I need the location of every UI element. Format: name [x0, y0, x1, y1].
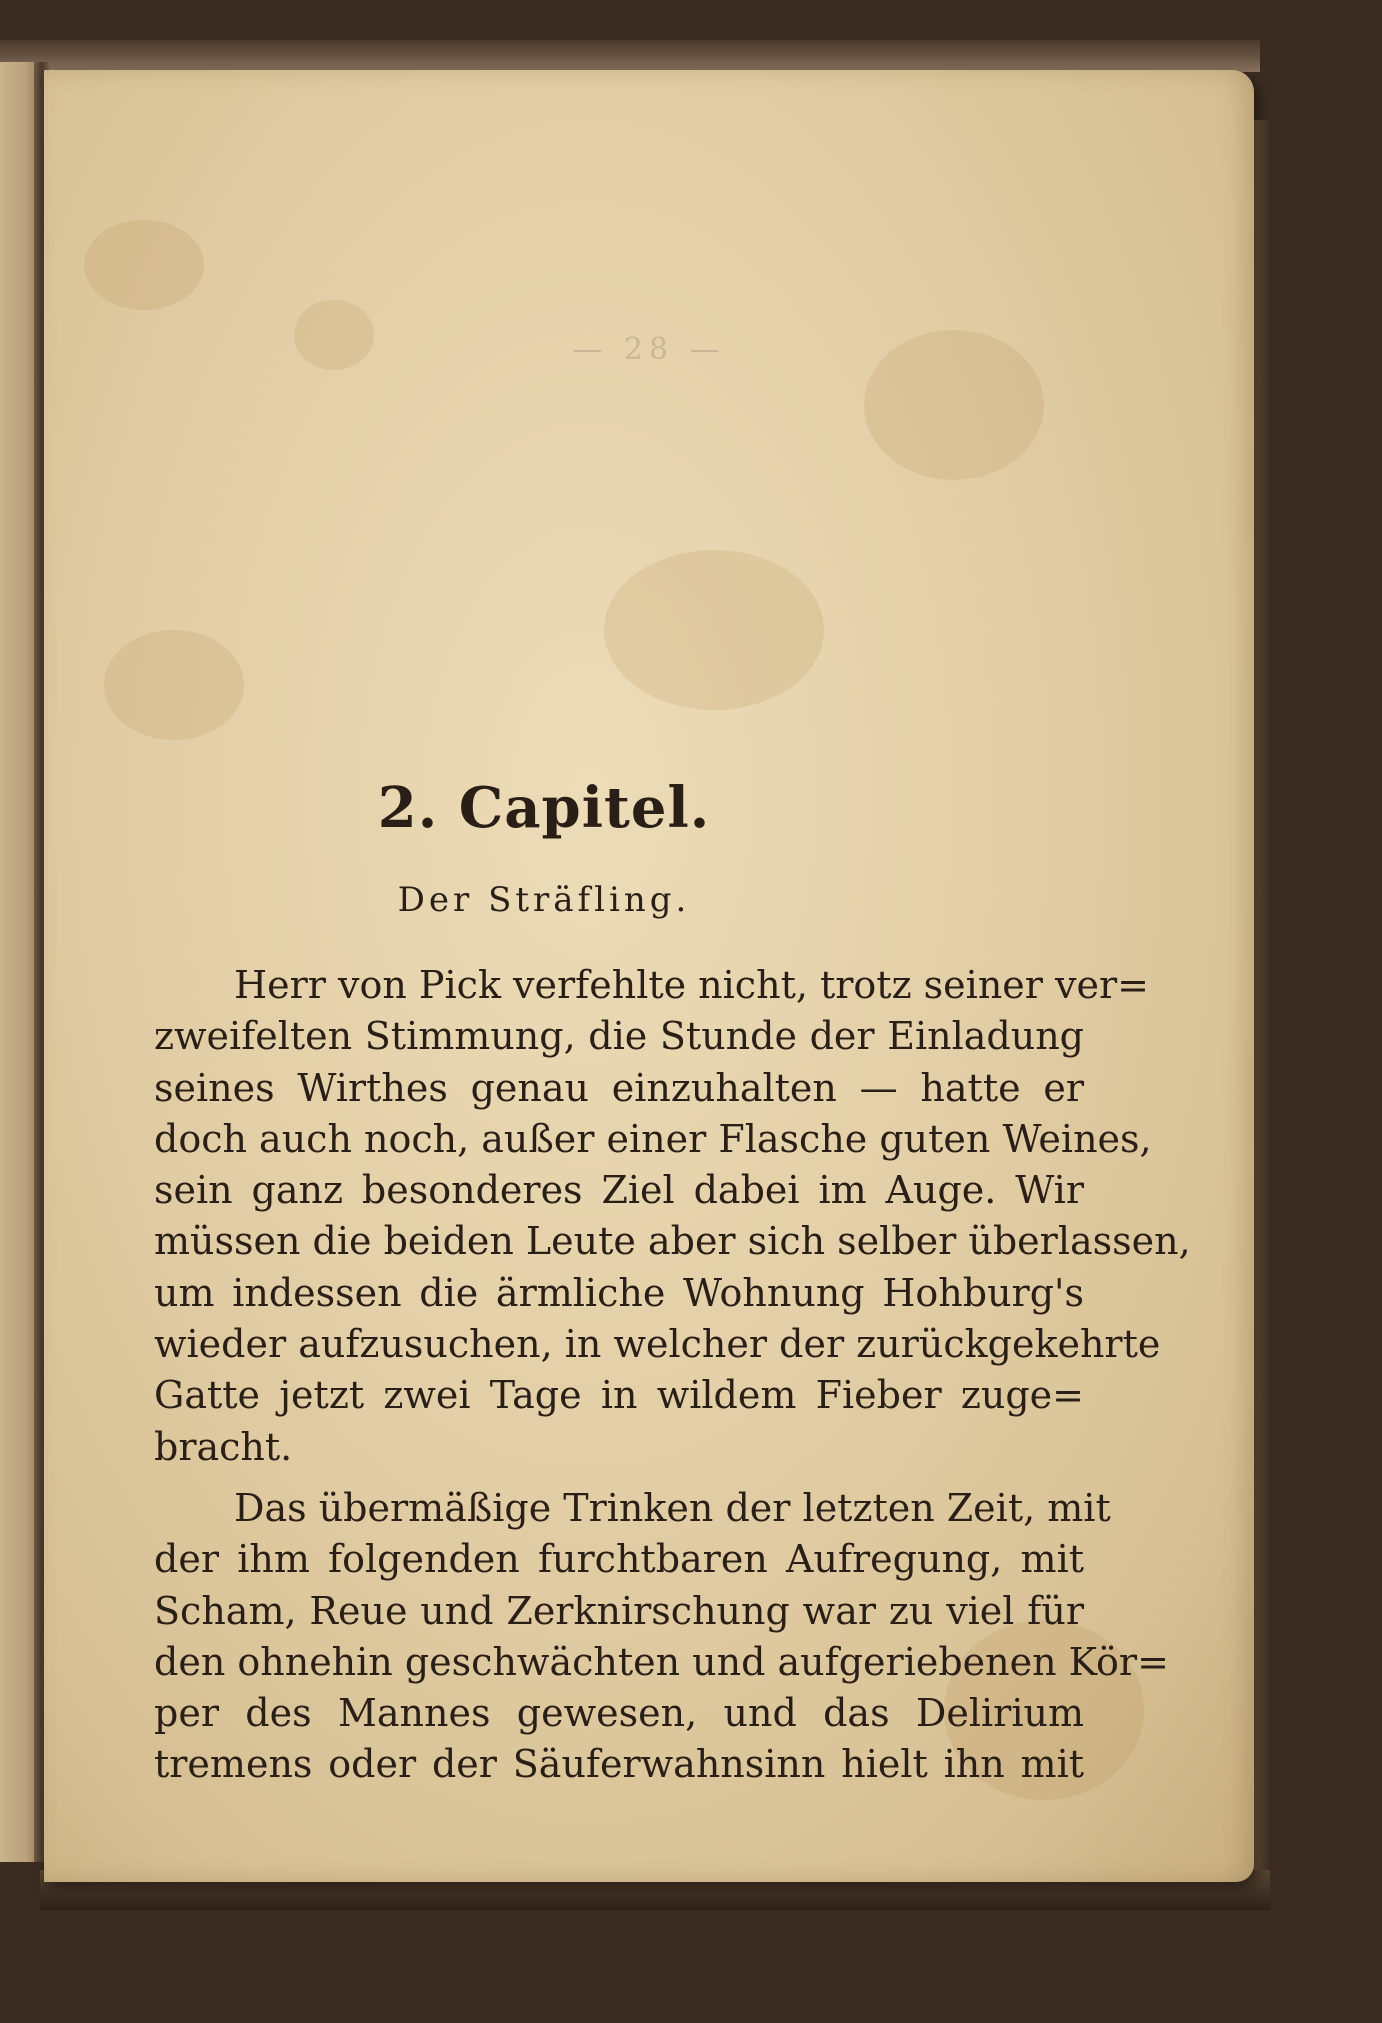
text-line: doch auch noch, außer einer Flasche guten Weines, [154, 1116, 1152, 1161]
text-line: wieder aufzusuchen, in welcher der zurückgekehrte [154, 1322, 1161, 1367]
text-line: bracht. [154, 1424, 293, 1469]
text-line: Das übermäßige Trinken der letzten Zeit, mit [234, 1485, 1111, 1530]
text-line: um indessen die ärmliche Wohnung Hohburg's [154, 1270, 1084, 1315]
paragraph [154, 960, 1191, 1473]
body-text [154, 960, 1191, 1791]
page-number: — 28 — [572, 332, 726, 367]
paragraph-gap [154, 1473, 1084, 1483]
paper-stain [84, 220, 204, 310]
text-line: seines Wirthes genau einzuhalten — hatte er [154, 1065, 1084, 1110]
book-top-edge [0, 40, 1260, 72]
chapter-subtitle: Der Sträfling. [397, 880, 691, 920]
book-page [44, 70, 1254, 1882]
text-line: Herr von Pick verfehlte nicht, trotz seiner ver= [234, 963, 1149, 1007]
paper-stain [604, 550, 824, 710]
text-line: der ihm folgenden furchtbaren Aufregung, mit [154, 1537, 1084, 1582]
text-line: müssen die beiden Leute aber sich selber überlassen, [154, 1219, 1191, 1264]
text-line: sein ganz besonderes Ziel dabei im Auge. Wir [154, 1168, 1084, 1213]
paper-stain [104, 630, 244, 740]
text-line: Scham, Reue und Zerknirschung war zu viel für [154, 1588, 1084, 1633]
text-line: tremens oder der Säuferwahnsinn hielt ihn mit [154, 1742, 1084, 1787]
text-line: zweifelten Stimmung, die Stunde der Einladung [154, 1014, 1084, 1059]
text-line: Gatte jetzt zwei Tage in wildem Fieber zuge= [154, 1373, 1084, 1418]
text-line: den ohnehin geschwächten und aufgeriebenen Kör= [154, 1639, 1169, 1684]
paragraph [154, 1483, 1169, 1791]
text-line: per des Mannes gewesen, und das Delirium [154, 1691, 1084, 1736]
chapter-title: 2. Capitel. [377, 775, 711, 841]
